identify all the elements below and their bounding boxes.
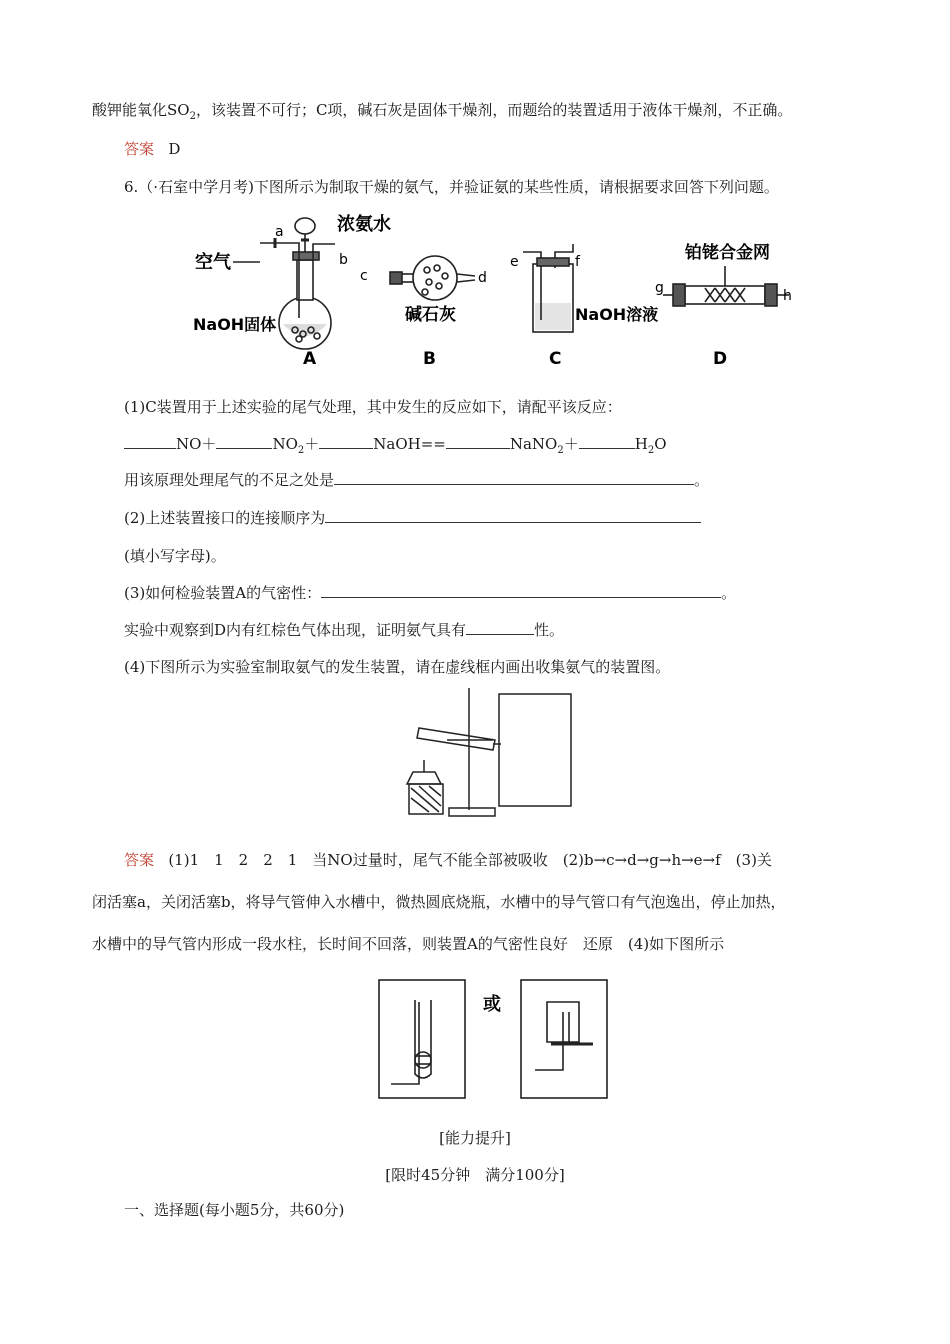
collection-figure (375, 972, 615, 1102)
answer-6-line3: 水槽中的导气管内形成一段水柱，长时间不回落，则装置A的气密性良好 还原 (4)如下图所示 (92, 935, 725, 953)
flask-a (279, 297, 331, 349)
question-6-part4: (4)下图所示为实验室制取氨气的发生装置，请在虚线框内画出收集氨气的装置图。 (124, 658, 671, 676)
label-soda-lime: 碱石灰 (405, 305, 456, 325)
svg-text:b: b (339, 252, 348, 268)
svg-text:C: C (549, 349, 562, 368)
svg-text:h: h (783, 288, 792, 304)
section-time: [限时45分钟 满分100分] (385, 1166, 565, 1184)
answer-6-line1: 答案 (1)1 1 2 2 1 当NO过量时，尾气不能全部被吸收 (2)b→c→d→g→h→e→f (3)关 (124, 851, 772, 869)
answer-label: 答案 (124, 140, 155, 158)
svg-text:D: D (713, 349, 728, 368)
svg-text:f: f (575, 254, 580, 270)
section-title: [能力提升] (439, 1129, 511, 1147)
answer-5: 答案 D (124, 140, 181, 158)
question-6-part3b: 实验中观察到D内有红棕色气体出现，证明氨气具有 性。 (124, 621, 565, 639)
answer-label: 答案 (124, 851, 155, 869)
label-air: 空气 (195, 252, 231, 273)
question-6-part2: (2)上述装置接口的连接顺序为 (124, 508, 701, 528)
or-text: 或 (483, 994, 501, 1015)
answer-6-line2: 闭活塞a，关闭活塞b，将导气管伸入水槽中，微热圆底烧瓶，水槽中的导气管口有气泡逸出，停止加热， (92, 893, 786, 911)
generator-figure (385, 688, 585, 820)
question-6-part3: (3)如何检验装置A的气密性： 。 (124, 584, 737, 602)
drying-tube-b (413, 256, 457, 300)
question-6-part2b: (填小写字母)。 (124, 547, 226, 565)
svg-text:g: g (655, 280, 664, 296)
label-pt-rh-mesh: 铂铑合金网 (685, 243, 770, 263)
svg-text:e: e (510, 254, 519, 270)
svg-text:c: c (360, 268, 368, 284)
dashed-box (499, 694, 571, 806)
svg-text:d: d (478, 270, 487, 286)
svg-text:B: B (423, 349, 436, 368)
question-6-part1: (1)C装置用于上述实验的尾气处理，其中发生的反应如下，请配平该反应： (124, 398, 622, 416)
label-naoh-solution: NaOH溶液 (575, 305, 659, 324)
svg-text:A: A (303, 349, 317, 368)
label-naoh-solid: NaOH固体 (193, 315, 277, 334)
part-1-heading: 一、选择题(每小题5分，共60分) (124, 1201, 345, 1219)
question-6-part1b: 用该原理处理尾气的不足之处是 。 (124, 471, 710, 489)
apparatus-figure (185, 208, 805, 368)
svg-text:a: a (275, 224, 284, 240)
prev-answer-text: 酸钾能氧化$SO_2$，该装置不可行；C项，碱石灰是固体干燥剂，而题给的装置适用于液体干燥剂，不正确。 (92, 101, 793, 122)
question-6-stem: 6.（·石室中学月考)下图所示为制取干燥的氨气，并验证氨的某些性质，请根据要求回答下列问题。 (124, 178, 779, 196)
balance-equation: $NO+ NO_2+$ NaOH== NaNO$_2$＋ $H_2O$ (124, 434, 667, 461)
label-conc-ammonia: 浓氨水 (337, 214, 391, 235)
